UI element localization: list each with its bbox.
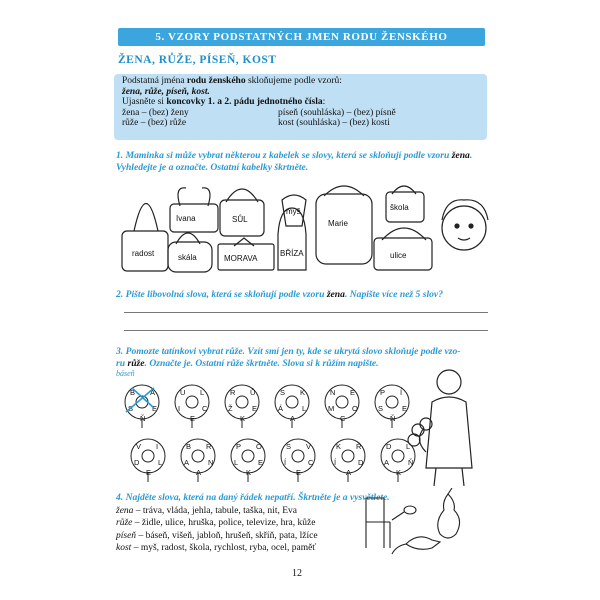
rose-letter: R <box>206 442 212 451</box>
rose-letter: N <box>208 458 214 467</box>
info-line-3: Ujasněte si koncovky 1. a 2. pádu jednotného čísla: <box>122 97 326 108</box>
bag-label-sul: SŮL <box>232 215 248 224</box>
rose-center <box>292 450 304 462</box>
rose-center <box>242 450 254 462</box>
rose-letter: D <box>358 458 364 467</box>
rose-example-word: báseň <box>116 369 135 378</box>
rose-letter: L <box>158 458 163 467</box>
rose-letter: Ř <box>356 442 362 451</box>
info-box <box>114 74 487 140</box>
rose-letter: A <box>290 414 296 423</box>
spoon-icon <box>404 506 416 514</box>
rose-center <box>192 450 204 462</box>
rose-center <box>286 396 298 408</box>
rose-center <box>142 450 154 462</box>
rose-letter: L <box>406 442 411 451</box>
rose-letter: P <box>380 388 386 397</box>
rose-center <box>336 396 348 408</box>
rose-letter: A <box>196 468 202 477</box>
objects-illustration <box>356 488 476 562</box>
info-row-1-left: žena – (bez) ženy <box>122 107 189 118</box>
rose-letter: Ů <box>250 388 256 397</box>
rose-letter: E <box>296 468 302 477</box>
rose-letter: S <box>378 404 384 413</box>
rose-letter: C <box>308 458 314 467</box>
rose-letter: N <box>330 388 336 397</box>
writing-line-2[interactable] <box>124 330 488 331</box>
rose-letter: R <box>230 388 236 397</box>
rose-letter: K <box>240 414 246 423</box>
bag-label-briza: BŘÍZA <box>280 249 304 258</box>
rose-letter: O <box>256 442 262 451</box>
rose-letter: L <box>302 404 307 413</box>
exercise-2-title: 2. Pište libovolná slova, která se skloňují podle vzoru žena. Napište více než 5 slov? <box>116 289 443 300</box>
rose-center <box>236 396 248 408</box>
rose-letter: P <box>236 442 242 451</box>
rose-letter: B <box>186 442 192 451</box>
info-row-1-right: píseň (souhláska) – (bez) písně <box>278 107 396 118</box>
word-row-zena: žena – tráva, vláda, jehla, tabule, taška, nit, Eva <box>116 506 297 516</box>
rose-letter: Ň <box>408 458 414 467</box>
writing-line-1[interactable] <box>124 312 488 313</box>
handbag-briza <box>278 208 306 270</box>
handbag-marie <box>316 194 372 264</box>
rose-letter: K <box>396 468 402 477</box>
exercise-3-title: 3. Pomozte tatínkovi vybrat růže. Vzít smí jen ty, kde se ukrytá slovo skloňuje podle vzo- ru růže. Označte je. Ostatní růže škrtněte. Slova si k růžím napište. <box>116 346 461 369</box>
rose-letter: E <box>258 458 264 467</box>
girl-face <box>442 206 486 250</box>
info-row-2-left: růže – (bez) růže <box>122 118 187 129</box>
rose-letter: L <box>234 458 239 467</box>
rose-letter: D <box>134 458 140 467</box>
info-row-1 <box>122 108 479 119</box>
rose-letter: Í <box>400 388 403 397</box>
rose-letter: C <box>340 414 346 423</box>
bag-label-ivana: Ivana <box>176 214 196 223</box>
rose-letter: Ň <box>140 414 146 423</box>
roses-illustration <box>114 368 494 486</box>
rose-letter: E <box>152 404 158 413</box>
chair-icon <box>366 498 390 548</box>
rose-letter: Á <box>278 404 284 413</box>
rose-letter: B <box>130 388 136 397</box>
rose-letter: V <box>136 442 142 451</box>
rose-letter: L <box>200 388 205 397</box>
info-row-2-right: kost (souhláska) – (bez) kosti <box>278 118 390 129</box>
rose-letter: Í <box>334 458 337 467</box>
bag-label-mys: myš <box>286 207 301 216</box>
chapter-title: 5. VZORY PODSTATNÝCH JMEN RODU ŽENSKÉHO <box>155 31 448 43</box>
bag-label-radost: radost <box>132 249 155 258</box>
chapter-title-bar <box>118 28 485 46</box>
rose-letter: Ň <box>390 414 396 423</box>
bag-label-marie: Marie <box>328 219 349 228</box>
page-number: 12 <box>292 568 302 579</box>
exercise-4-title: 4. Najděte slova, která na daný řádek nepatří. Škrtněte je a vysvětlete. <box>116 492 390 503</box>
word-row-kost: kost – myš, radost, škola, rychlost, ryba, ocel, paměť <box>116 542 317 553</box>
rose-center <box>186 396 198 408</box>
rose-letter: S <box>280 388 286 397</box>
rose-letter: E <box>252 404 258 413</box>
rose-letter: M <box>328 404 335 413</box>
rose-center <box>386 396 398 408</box>
rose-letter: D <box>386 442 392 451</box>
rose-letter: Á <box>150 388 156 397</box>
rose-letter: Ž <box>228 404 233 413</box>
rose-letter: Í <box>284 458 287 467</box>
rose-center <box>342 450 354 462</box>
bag-label-skala: skála <box>178 253 197 262</box>
bag-label-ulice: ulice <box>390 251 407 260</box>
exercise-1-title: 1. Maminka si může vybrat některou z kabelek se slovy, která se skloňují podle vzoru žena. Vyhledejte je a označte. Ostatní kabelky škrtněte. <box>116 150 473 173</box>
rose-letter: A <box>184 458 190 467</box>
rose-center <box>392 450 404 462</box>
rose-letter: K <box>336 442 342 451</box>
rose-letter: C <box>202 404 208 413</box>
rose-letter: I <box>178 404 181 413</box>
rose-letter: I <box>156 442 159 451</box>
rose-letter: A <box>384 458 390 467</box>
word-row-pisen: píseň – báseň, višeň, jabloň, hrušeň, skříň, pata, lžíce <box>116 530 318 541</box>
subtitle: ŽENA, RŮŽE, PÍSEŇ, KOST <box>118 54 277 66</box>
rose-letter: S <box>286 442 292 451</box>
info-line-2: žena, růže, píseň, kost. <box>122 86 210 97</box>
pear-icon <box>438 494 460 538</box>
info-line-1: Podstatná jména rodu ženského skloňujeme podle vzorů: <box>122 76 342 86</box>
mouse-icon <box>406 537 440 550</box>
info-row-2 <box>122 118 479 129</box>
rose-letter: S <box>128 404 134 413</box>
rose-letter: K <box>300 388 306 397</box>
rose-letter: E <box>190 414 196 423</box>
father-figure <box>408 370 472 486</box>
handbags-illustration <box>114 176 494 276</box>
rose-letter: K <box>246 468 252 477</box>
rose-letter: E <box>402 404 408 413</box>
rose-letter: E <box>146 468 152 477</box>
rose-letter: A <box>346 468 352 477</box>
handbag-radost-handle <box>134 204 158 232</box>
bag-label-skola: škola <box>390 203 409 212</box>
rose-letter: E <box>350 388 356 397</box>
rose-letter: V <box>306 442 312 451</box>
word-row-ruze: růže – židle, ulice, hruška, police, televize, hra, kůže <box>116 518 316 529</box>
rose-letter: U <box>180 388 186 397</box>
bag-label-morava: MORAVA <box>224 254 258 263</box>
rose-letter: O <box>352 404 358 413</box>
